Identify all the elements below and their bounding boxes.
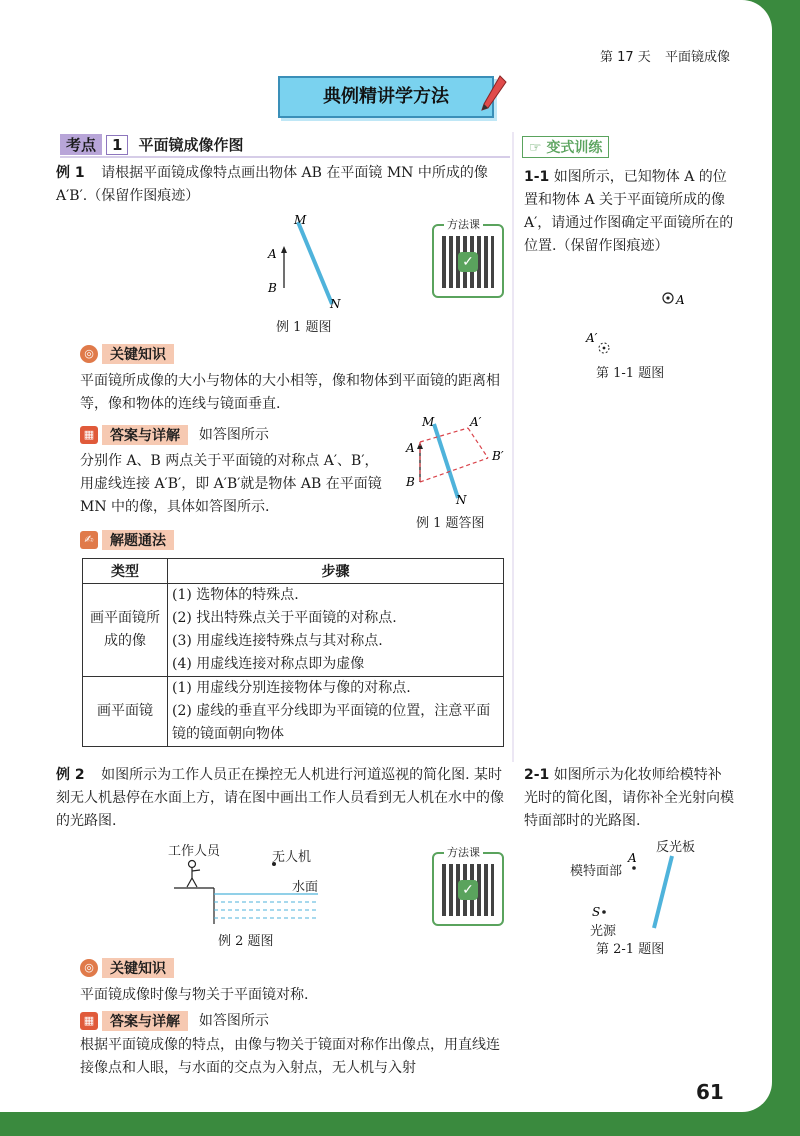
step-line: (1) 用虚线分别连接物体与像的对称点. [172,680,411,696]
calendar-icon: ▦ [80,1012,98,1030]
check-icon: ✓ [458,252,478,272]
label-source: 光源 [590,924,617,939]
target-icon: ◎ [80,345,98,363]
step-line: (2) 虚线的垂直平分线即为平面镜的位置，注意平面镜的镜面朝向物体 [172,703,491,742]
example-1-text-block [56,162,506,208]
label-b: B [268,281,277,295]
step-line: (4) 用虚线连接对称点即为虚像 [172,656,365,672]
worker-figure [187,861,200,888]
example-1-text: 请根据平面镜成像特点画出物体 AB 在平面镜 MN 中所成的像 A′B′.（保留作图痕迹） [56,165,488,204]
ans-label-m: M [422,415,435,429]
header-day: 第 17 天 [600,50,651,65]
method-table [82,558,504,747]
variant-heading [522,136,609,158]
table-cell-type: 画平面镜所成的像 [83,584,168,677]
example-2-label: 例 2 [56,767,85,783]
ans-label-a1: A′ [470,415,482,429]
answer-text-1: 分别作 A、B 两点关于平面镜的对称点 A′、B′，用虚线连接 A′B′，即 A′B′就是物体 AB 在平面镜 MN 中的像，具体如答图所示. [80,453,382,515]
section-tag: 考点 [60,134,102,155]
hand-point-icon: ☞ [529,140,547,156]
question-2-1-caption: 第 2-1 题图 [596,942,665,957]
question-1-1-text: 如图所示，已知物体 A 的位置和物体 A 关于平面镜所成的像 A′，请通过作图确定平面镜所在的位置.（保留作图痕迹） [524,169,734,254]
example-1-answer-figure [398,412,516,512]
table-row [83,677,504,747]
key-text-2: 平面镜成像时像与物关于平面镜对称. [80,987,309,1003]
label-reflector: 反光板 [656,840,696,855]
question-1-1-label: 1-1 [524,169,550,185]
answer-lead-2: 如答图所示 [198,1013,269,1029]
example-2-text: 如图所示为工作人员正在操控无人机进行河道巡视的简化图. 某时刻无人机悬停在水面上方，请在图中画出工作人员看到无人机在水中的像的光路图. [56,767,504,829]
step-line: (3) 用虚线连接特殊点与其对称点. [172,633,383,649]
section-title: 平面镜成像作图 [138,136,244,154]
page-header [600,46,740,65]
question-1-1-caption: 第 1-1 题图 [596,366,665,381]
example-1-label: 例 1 [56,165,85,181]
qr-label-1: 方法课 [444,216,483,232]
answer-label-2: 答案与详解 [102,1011,188,1031]
answer-heading-1 [80,424,269,445]
key-label-2: 关键知识 [102,958,174,978]
example-2-text-block [56,764,508,833]
q1-label-a1: A′ [586,331,598,345]
table-header-type: 类型 [83,559,168,584]
key-knowledge-1 [80,344,174,364]
variant-title-text: 变式训练 [546,140,603,156]
label-m: M [294,213,307,227]
calendar-icon: ▦ [80,426,98,444]
answer-caption-1: 例 1 题答图 [416,516,485,531]
table-header-steps: 步骤 [168,559,504,584]
question-2-1-text: 如图所示为化妆师给模特补光时的简化图，请你补全光射向模特面部时的光路图. [524,767,734,829]
light-source-point [602,910,606,914]
question-2-1-label: 2-1 [524,767,550,783]
label-water: 水面 [292,880,319,895]
answer-lead-1: 如答图所示 [198,427,269,443]
answer-text-2: 根据平面镜成像的特点，由像与物关于镜面对称作出像点，用直线连接像点和人眼，与水面的交点为入射点，无人机与入射 [80,1037,500,1076]
question-2-1-figure [560,836,740,946]
label-face: 模特面部 [570,864,623,879]
table-cell-steps [168,677,504,747]
q2-label-a: A [628,851,637,865]
method-label: 解题通法 [102,530,174,550]
ans-label-a: A [406,441,415,455]
pencil-icon [478,74,508,114]
key-text-1: 平面镜所成像的大小与物体的大小相等，像和物体到平面镜的距离相等，像和物体的连线与镜面垂直. [80,373,500,412]
answer-label-1: 答案与详解 [102,425,188,445]
section-num: 1 [106,135,128,155]
question-2-1 [524,764,734,833]
answer-heading-2 [80,1010,269,1031]
example-2-caption: 例 2 题图 [218,934,274,949]
label-n: N [330,297,341,311]
ans-label-n: N [456,493,467,507]
q2-label-s: S [592,905,601,919]
example-1-figure [260,212,360,312]
variant-title [522,136,609,158]
reflector-board [654,856,672,928]
ans-label-b: B [406,475,415,489]
mirror-mn [298,222,332,304]
qr-code-1[interactable] [432,218,504,298]
section-heading [60,134,510,158]
table-cell-type: 画平面镜 [83,677,168,747]
face-point [632,866,636,870]
q1-label-a: A [676,293,685,307]
question-1-1-figure [580,286,690,366]
method-heading [80,530,174,550]
target-icon: ◎ [80,959,98,977]
label-a: A [268,247,277,261]
answer-mirror [434,424,458,498]
step-line: (1) 选物体的特殊点. [172,587,299,603]
banner-title: 典例精讲学方法 [278,76,494,118]
qr-label-2: 方法课 [444,844,483,860]
step-line: (2) 找出特殊点关于平面镜的对称点. [172,610,397,626]
qr-code-2[interactable] [432,846,504,926]
header-topic: 平面镜成像 [664,50,730,65]
label-worker: 工作人员 [168,844,221,859]
example-1-caption: 例 1 题图 [276,320,332,335]
check-icon: ✓ [458,880,478,900]
key-label-1: 关键知识 [102,344,174,364]
ans-label-b1: B′ [492,449,504,463]
table-row [83,584,504,677]
key-knowledge-2 [80,958,174,978]
hand-icon: ✍ [80,531,98,549]
label-drone: 无人机 [272,850,312,865]
page-number: 61 [696,1080,724,1104]
table-cell-steps [168,584,504,677]
question-1-1 [524,166,734,258]
